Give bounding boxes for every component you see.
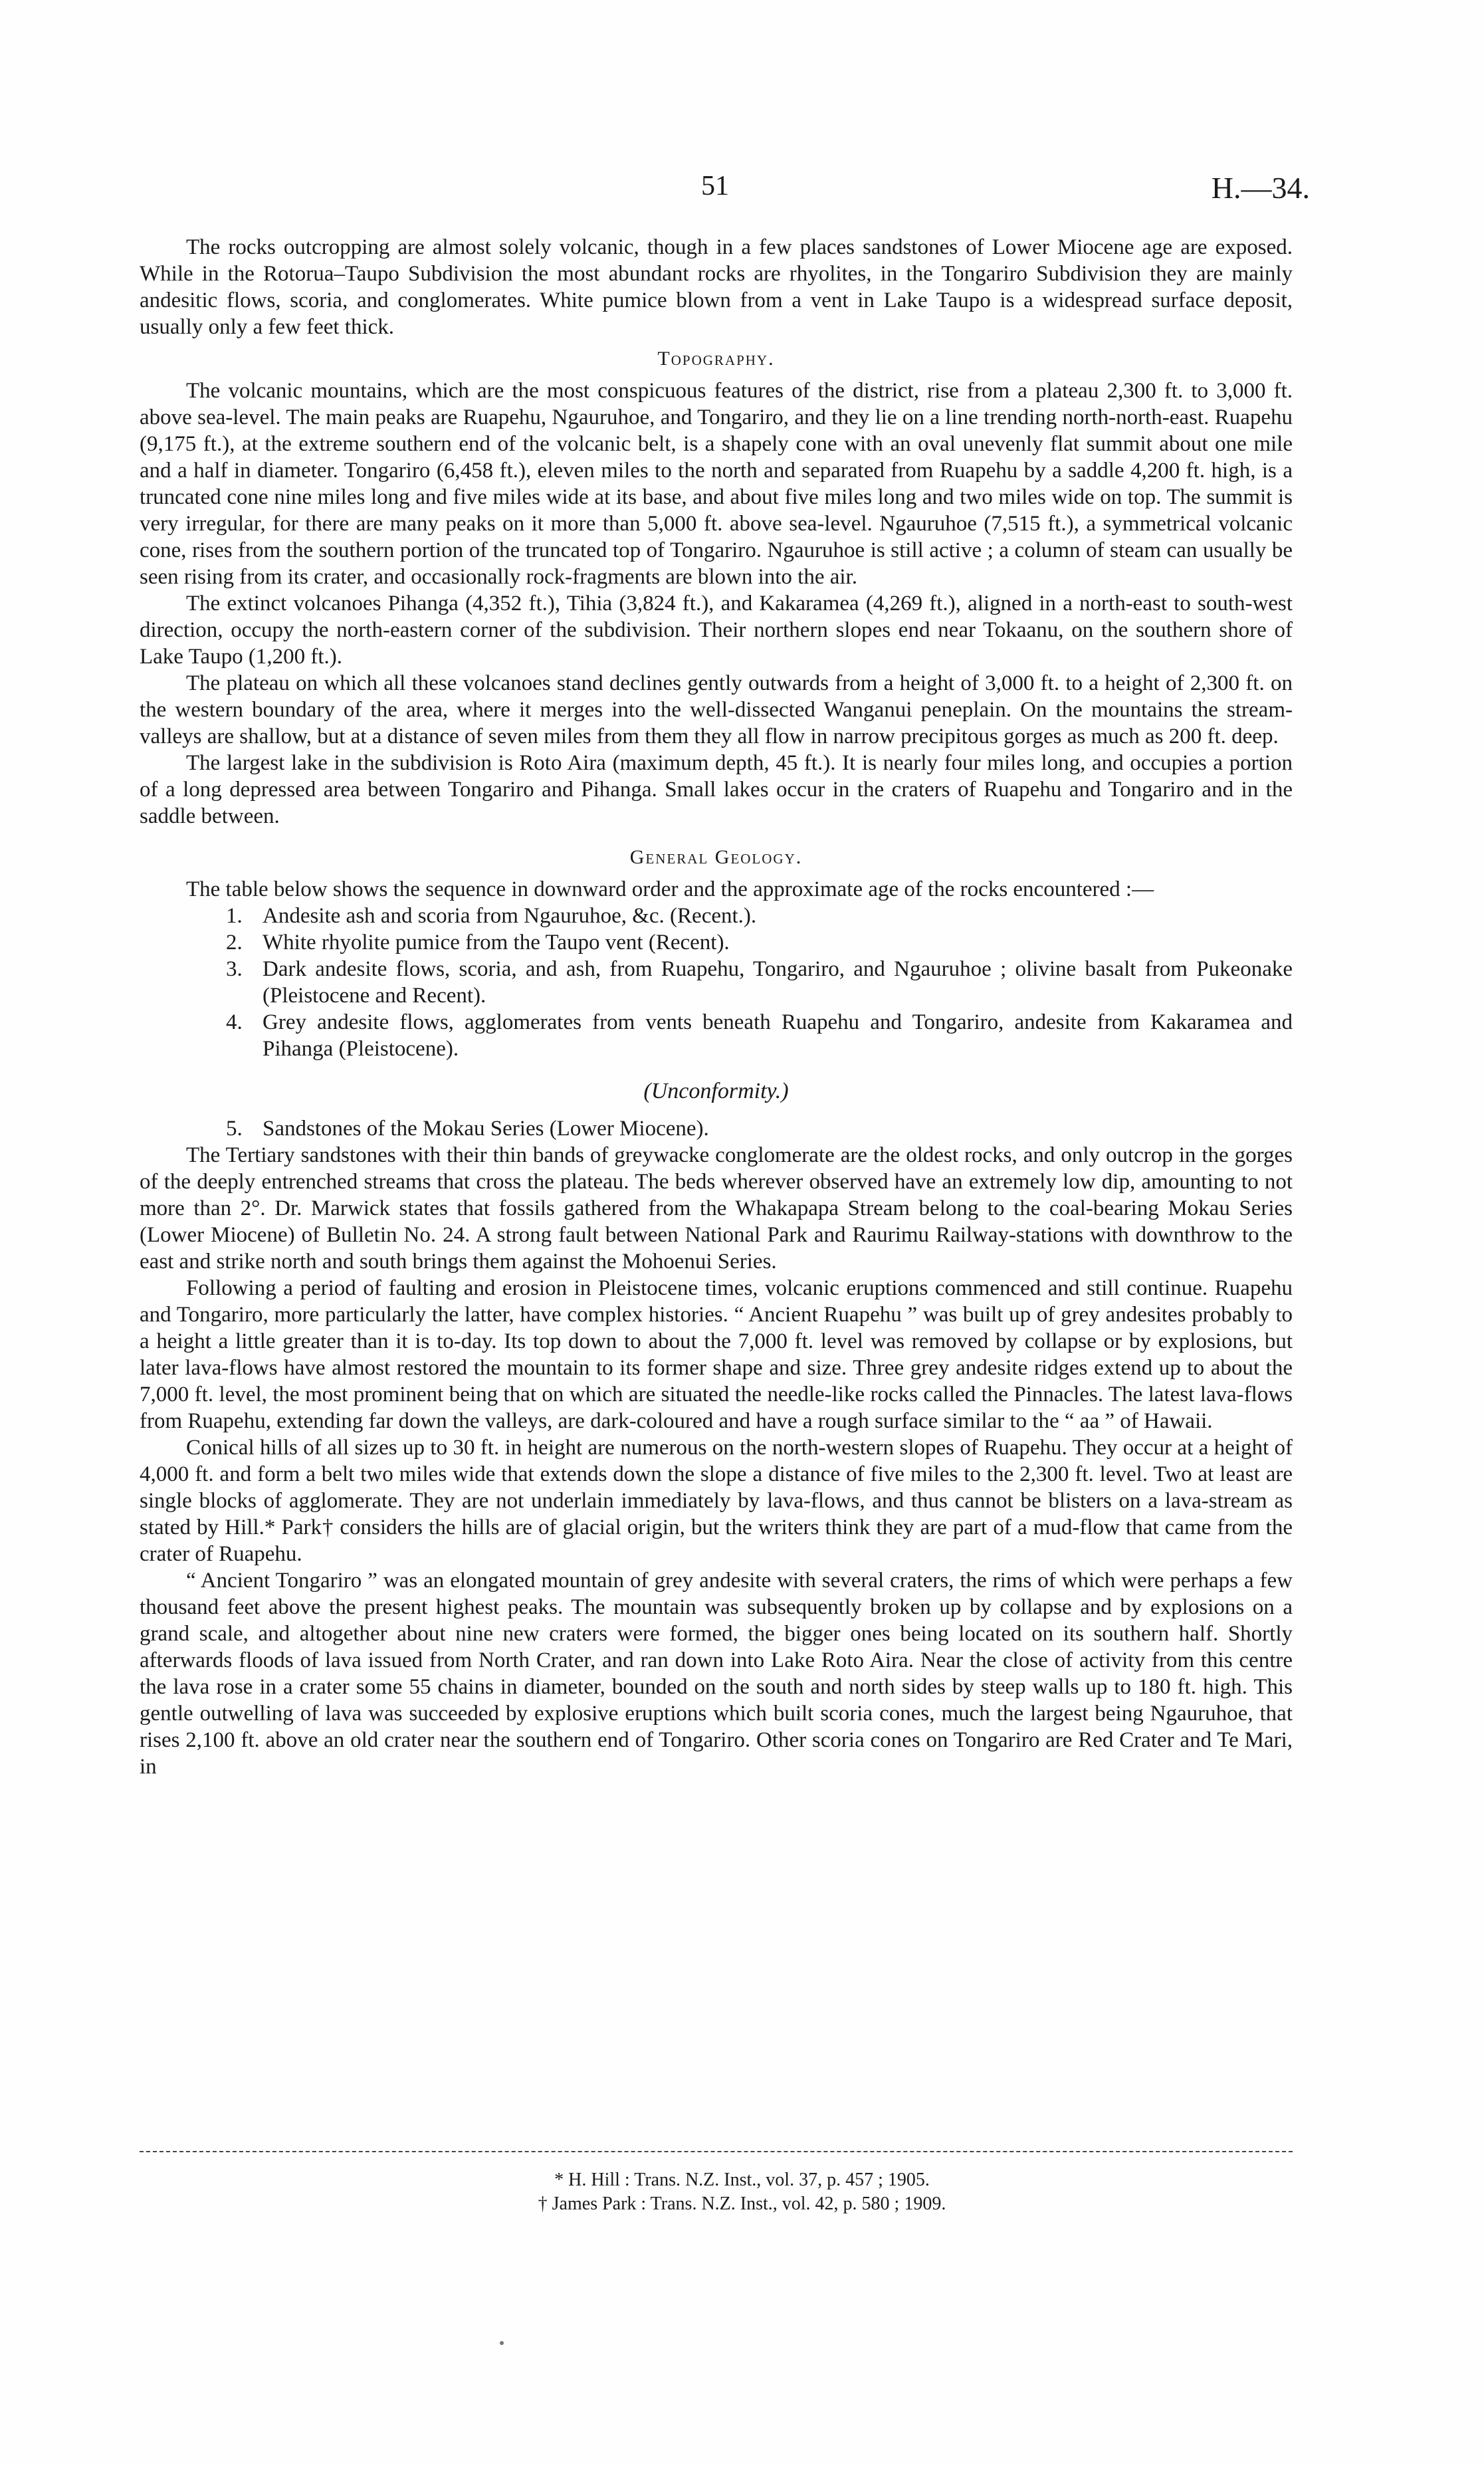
list-item: 2. White rhyolite pumice from the Taupo vent (Recent). [226, 931, 730, 954]
topography-heading: Topography. [657, 348, 775, 370]
geology-paragraph: The Tertiary sandstones with their thin bands of greywacke conglomerate are the oldest rocks, and only outcrop in the gorges of the deeply entrenched streams that cross the plateau. The beds wherever observed have an extremely low dip, amounting to not more than 2°. Dr. Marwick states that fossils gathered from the Whakapapa Stream belong to the coal-bearing Mokau Series (Lower Miocene) of Bulletin No. 24. A strong fault between National Park and Raurimu Railway-stations with downthrow to the east and strike north and south brings them against the Mohoenui Series. [140, 1143, 1293, 1274]
topography-paragraph: The volcanic mountains, which are the most conspicuous features of the district, rise from a plateau 2,300 ft. to 3,000 ft. above sea-level. The main peaks are Ruapehu, Ngauruhoe, and Tongariro, and they lie on a line trending north-north-east. Ruapehu (9,175 ft.), at the extreme southern end of the volcanic belt, is a shapely cone with an oval unevenly flat summit about one mile and a half in diameter. Tongariro (6,458 ft.), eleven miles to the north and separated from Ruapehu by a saddle 4,200 ft. high, is a truncated cone nine miles long and five miles wide at its base, and about five miles long and two miles wide on top. The summit is very irregular, for there are many peaks on it more than 5,000 ft. above sea-level. Ngauruhoe (7,515 ft.), a symmetrical volcanic cone, rises from the southern portion of the truncated top of Tongariro. Ngauruhoe is still active ; a column of steam can usually be seen rising from its crater, and occasionally rock-fragments are blown into the air. [140, 379, 1293, 589]
list-item: 4. Grey andesite flows, agglomerates from vents beneath Ruapehu and Tongariro, andesite from Kakaramea and Pihanga (Pleistocene). [226, 1010, 1293, 1061]
footnote: † James Park : Trans. N.Z. Inst., vol. 42, p. 580 ; 1909. [538, 2193, 946, 2214]
page-header [0, 170, 1484, 210]
list-item: 3. Dark andesite flows, scoria, and ash, from Ruapehu, Tongariro, and Ngauruhoe ; olivine basalt from Pukeonake (Pleistocene and Recent). [226, 957, 1293, 1008]
geology-paragraph: Conical hills of all sizes up to 30 ft. in height are numerous on the north-western slopes of Ruapehu. They occur at a height of 4,000 ft. and form a belt two miles wide that extends down the slope a distance of five miles to the 2,300 ft. level. Two at least are single blocks of agglomerate. They are not underlain immediately by lava-flows, and thus cannot be blisters on a lava-stream as stated by Hill.* Park† considers the hills are of glacial origin, but the writers think they are part of a mud-flow that came from the crater of Ruapehu. [140, 1436, 1293, 1566]
page-number: 51 [701, 171, 729, 201]
footnote: * H. Hill : Trans. N.Z. Inst., vol. 37, p. 457 ; 1905. [554, 2170, 930, 2190]
footnotes [0, 2168, 1484, 2216]
unconformity-label: (Unconformity.) [643, 1079, 789, 1103]
document-reference: H.—34. [1211, 171, 1310, 205]
topography-paragraph: The plateau on which all these volcanoes stand declines gently outwards from a height of 3,000 ft. to a height of 2,300 ft. on the western boundary of the area, where it merges into the well-dissected Wanganui peneplain. On the mountains the stream-valleys are shallow, but at a distance of seven miles from them they all flow in narrow precipitous gorges as much as 200 ft. deep. [140, 671, 1293, 748]
topography-paragraph: The largest lake in the subdivision is Roto Aira (maximum depth, 45 ft.). It is nearly four miles long, and occupies a portion of a long depressed area between Tongariro and Pihanga. Small lakes occur in the craters of Ruapehu and Tongariro and in the saddle between. [140, 751, 1293, 828]
rock-sequence-list [140, 903, 1293, 1062]
intro-paragraph: The rocks outcropping are almost solely volcanic, though in a few places sandstones of Lower Miocene age are exposed. While in the Rotorua–Taupo Subdivision the most abundant rocks are rhyolites, in the Tongariro Subdivision they are mainly andesitic flows, scoria, and conglomerates. White pumice blown from a vent in Lake Taupo is a widespread surface deposit, usually only a few feet thick. [140, 235, 1293, 339]
general-geology-heading: General Geology. [629, 846, 803, 868]
print-speck [500, 2341, 504, 2345]
geology-paragraph: “ Ancient Tongariro ” was an elongated mountain of grey andesite with several craters, the rims of which were perhaps a few thousand feet above the present highest peaks. The mountain was subsequently broken up by collapse and by explosions on a grand scale, and altogether about nine new craters were formed, the bigger ones being located on its southern half. Shortly afterwards floods of lava issued from North Crater, and ran down into Lake Roto Aira. Near the close of activity from this centre the lava rose in a crater some 55 chains in diameter, bounded on the south and north sides by steep walls up to 180 ft. high. This gentle outwelling of lava was succeeded by explosive eruptions which built scoria cones, much the largest being Ngauruhoe, that rises 2,100 ft. above an old crater near the southern end of Tongariro. Other scoria cones on Tongariro are Red Crater and Te Mari, in [140, 1569, 1293, 1779]
rock-sequence-list-continued [140, 1115, 1293, 1142]
list-item: 1. Andesite ash and scoria from Ngauruhoe, &c. (Recent.). [226, 904, 757, 928]
geology-paragraph: Following a period of faulting and erosion in Pleistocene times, volcanic eruptions commenced and still continue. Ruapehu and Tongariro, more particularly the latter, have complex histories. “ Ancient Ruapehu ” was built up of grey andesites probably to a height a little greater than it is to-day. Its top down to about the 7,000 ft. level was removed by collapse or by explosions, but later lava-flows have almost restored the mountain to its former shape and size. Three grey andesite ridges extend up to about the 7,000 ft. level, the most prominent being that on which are situated the needle-like rocks called the Pinnacles. The latest lava-flows from Ruapehu, extending far down the valleys, are dark-coloured and have a rough surface similar to the “ aa ” of Hawaii. [140, 1276, 1293, 1433]
geology-lead: The table below shows the sequence in downward order and the approximate age of the rocks encountered :— [186, 877, 1154, 901]
footnote-divider [140, 2151, 1293, 2152]
topography-paragraph: The extinct volcanoes Pihanga (4,352 ft.), Tihia (3,824 ft.), and Kakaramea (4,269 ft.), aligned in a north-east to south-west direction, occupy the north-eastern corner of the subdivision. Their northern slopes end near Tokaanu, on the southern shore of Lake Taupo (1,200 ft.). [140, 592, 1293, 669]
body-text [140, 234, 1293, 1780]
list-item: 5. Sandstones of the Mokau Series (Lower Miocene). [226, 1117, 709, 1141]
